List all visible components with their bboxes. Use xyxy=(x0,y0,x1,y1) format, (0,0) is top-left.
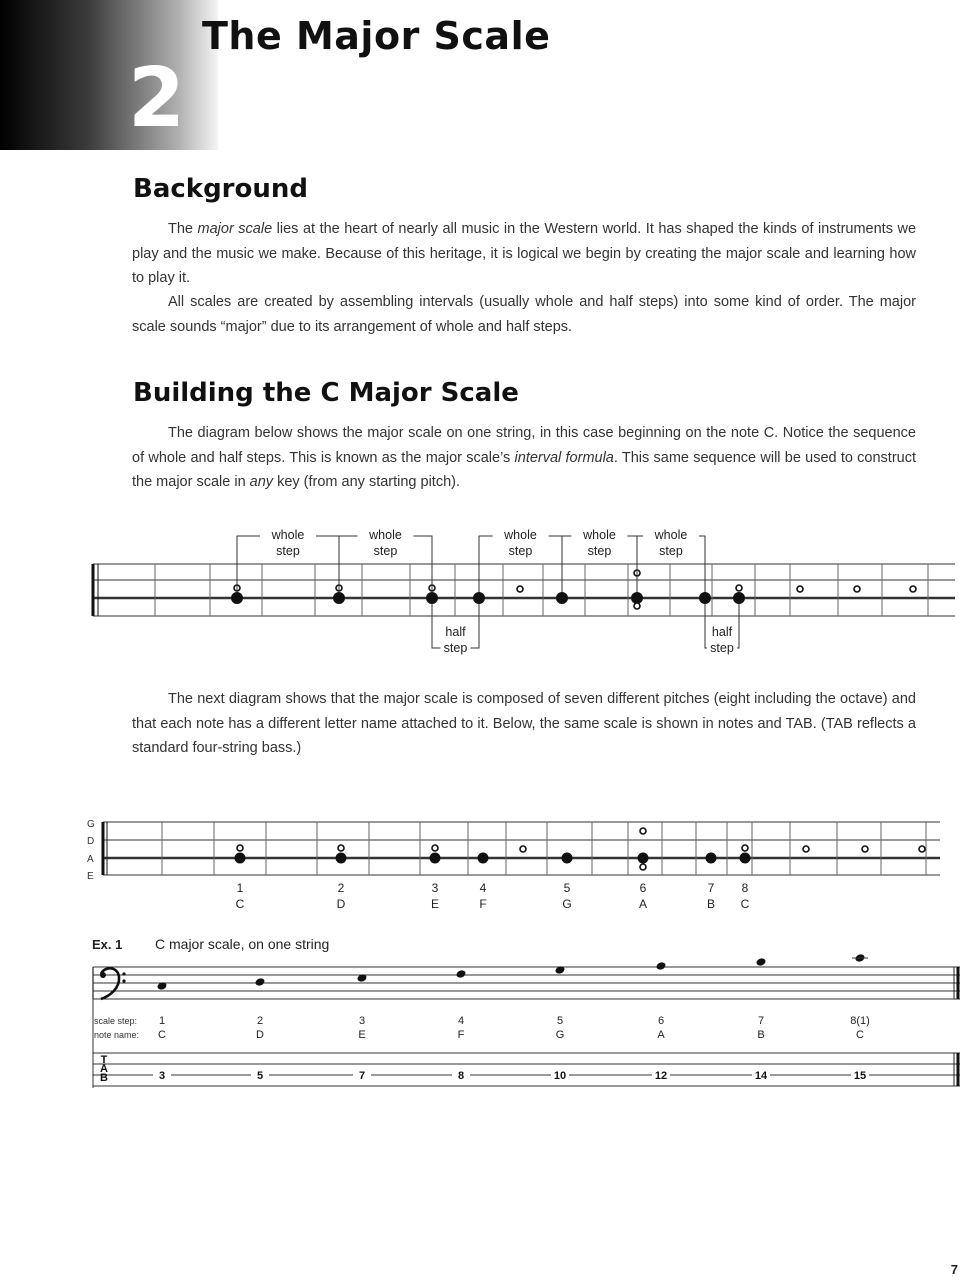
whole-step-label-line1: whole xyxy=(654,528,688,542)
string-name-d: D xyxy=(87,836,95,847)
string-name-a: A xyxy=(87,854,94,865)
background-paragraph-1: The major scale lies at the heart of nearly all music in the Western world. It has shaped the kinds of instruments we play and the music we make. Because of this heritage, it is logical we begin by creating the major scale and learning how to play it. xyxy=(132,221,917,286)
scale-note-dot xyxy=(740,853,751,864)
note-letter: E xyxy=(358,1029,366,1041)
tab-fret-number: 3 xyxy=(158,1070,166,1082)
reference-note xyxy=(919,846,925,852)
scale-note-dot xyxy=(638,853,649,864)
chapter-title: The Major Scale xyxy=(202,14,551,58)
reference-note xyxy=(910,586,916,592)
staff-note xyxy=(756,957,767,967)
scale-step-number: 1 xyxy=(158,1015,166,1027)
note-letter: B xyxy=(706,897,716,911)
staff-note xyxy=(255,977,266,987)
string-name-e: E xyxy=(87,871,94,882)
example-caption: C major scale, on one string xyxy=(155,936,330,952)
whole-step-label-line1: whole xyxy=(369,528,402,542)
note-name-label: note name: xyxy=(94,1030,140,1040)
whole-step-label-line2: step xyxy=(373,544,398,558)
note-letter: G xyxy=(555,1029,565,1041)
one-string-scale-diagram xyxy=(0,520,964,660)
scale-note-dot xyxy=(430,853,441,864)
bass-clef-dot xyxy=(100,972,106,978)
scale-note-dot xyxy=(231,592,243,604)
scale-step-number: 7 xyxy=(757,1015,765,1027)
scale-note-dot xyxy=(235,853,246,864)
scale-note-dot xyxy=(733,592,745,604)
tab-fret-number: 14 xyxy=(754,1070,768,1082)
note-letter: F xyxy=(479,897,487,911)
scale-step-number: 6 xyxy=(657,1015,665,1027)
scale-step-label: scale step: xyxy=(94,1016,138,1026)
tab-clef-letter: T xyxy=(100,1054,108,1066)
chapter-number-block xyxy=(0,0,218,150)
tab-fret-number: 7 xyxy=(358,1070,366,1082)
reference-note xyxy=(338,845,344,851)
scale-note-dot xyxy=(333,592,345,604)
scale-step-number: 4 xyxy=(457,1015,465,1027)
scale-note-dot xyxy=(336,853,347,864)
whole-step-label-line1: whole xyxy=(271,528,305,542)
note-letter: B xyxy=(757,1029,765,1041)
note-letter: A xyxy=(638,897,648,911)
whole-step-label-line1: whole xyxy=(504,528,537,542)
background-paragraph-2: All scales are created by assembling intervals (usually whole and half steps) into some kind of order. The major scale sounds “major” due to its arrangement of whole and half steps. xyxy=(132,294,916,335)
tab-clef-letter: B xyxy=(100,1072,108,1084)
note-letter: F xyxy=(457,1029,465,1041)
scale-step-number: 2 xyxy=(337,881,345,895)
tab-clef-letter: A xyxy=(100,1063,108,1075)
reference-note xyxy=(517,586,523,592)
note-letter: D xyxy=(336,897,346,911)
reference-note xyxy=(742,845,748,851)
reference-note xyxy=(237,845,243,851)
half-step-label-line2: step xyxy=(443,641,468,655)
tab-fret-number: 5 xyxy=(256,1070,264,1082)
half-step-label-line2: step xyxy=(710,641,734,655)
scale-step-number: 1 xyxy=(236,881,244,895)
scale-note-dot xyxy=(478,853,489,864)
scale-step-number: 8 xyxy=(741,881,749,895)
section-heading-building: Building the C Major Scale xyxy=(133,378,519,408)
half-step-label-line1: half xyxy=(711,625,733,639)
scale-step-number: 5 xyxy=(556,1015,564,1027)
staff-note xyxy=(656,961,667,971)
section-heading-background: Background xyxy=(133,174,308,204)
building-paragraph-1: The diagram below shows the major scale on one string, in this case beginning on the note C. Notice the sequence of whole and half steps. This is known as the major scale’s interval formula. This same sequence will be used to construct the major scale in any key (from any starting pitch). xyxy=(132,425,916,490)
note-letter: E xyxy=(430,897,440,911)
reference-note xyxy=(797,586,803,592)
scale-note-dot xyxy=(473,592,485,604)
bass-clef-dot-upper xyxy=(122,972,125,975)
scale-note-dot xyxy=(706,853,717,864)
scale-step-number: 6 xyxy=(639,881,647,895)
whole-step-label-line2: step xyxy=(659,544,683,558)
scale-step-number: 7 xyxy=(707,881,715,895)
scale-step-number: 2 xyxy=(256,1015,264,1027)
reference-note xyxy=(736,585,742,591)
scale-step-number: 8(1) xyxy=(850,1015,870,1027)
example-1-notation xyxy=(0,930,964,1095)
scale-step-number: 4 xyxy=(479,881,487,895)
reference-note xyxy=(862,846,868,852)
reference-note xyxy=(640,828,646,834)
fretboard-note-names-diagram xyxy=(0,812,964,917)
note-letter: C xyxy=(856,1029,864,1041)
reference-note xyxy=(640,864,646,870)
chapter-number: 2 xyxy=(128,51,186,146)
whole-step-label-line2: step xyxy=(508,544,533,558)
string-name-g: G xyxy=(87,819,95,830)
page-number: 7 xyxy=(950,1262,958,1277)
whole-step-label-line1: whole xyxy=(583,528,616,542)
reference-note xyxy=(520,846,526,852)
note-letter: C xyxy=(158,1029,166,1041)
whole-step-label-line2: step xyxy=(587,544,612,558)
tab-fret-number: 12 xyxy=(654,1070,668,1082)
note-letter: C xyxy=(740,897,750,911)
reference-note xyxy=(803,846,809,852)
note-letter: C xyxy=(235,897,245,911)
scale-step-number: 5 xyxy=(563,881,571,895)
reference-note xyxy=(854,586,860,592)
note-letter: G xyxy=(562,897,572,911)
building-paragraph-2: The next diagram shows that the major scale is composed of seven different pitches (eight including the octave) and that each note has a different letter name attached to it. Below, the same scale is shown in notes and TAB. (TAB reflects a standard four-string bass.) xyxy=(132,691,916,756)
half-step-label-line1: half xyxy=(445,625,466,639)
whole-step-label-line2: step xyxy=(276,544,300,558)
tab-fret-number: 15 xyxy=(853,1070,867,1082)
tab-fret-number: 10 xyxy=(553,1070,567,1082)
scale-note-dot xyxy=(699,592,711,604)
note-letter: D xyxy=(256,1029,264,1041)
scale-note-dot xyxy=(562,853,573,864)
reference-note xyxy=(432,845,438,851)
reference-note xyxy=(634,603,640,609)
staff-note xyxy=(456,969,467,979)
scale-step-number: 3 xyxy=(431,881,439,895)
note-letter: A xyxy=(657,1029,665,1041)
tab-fret-number: 8 xyxy=(457,1070,465,1082)
scale-step-number: 3 xyxy=(358,1015,366,1027)
scale-note-dot xyxy=(556,592,568,604)
scale-note-dot xyxy=(426,592,438,604)
example-label: Ex. 1 xyxy=(92,937,123,952)
bass-clef-dot-lower xyxy=(122,979,125,982)
